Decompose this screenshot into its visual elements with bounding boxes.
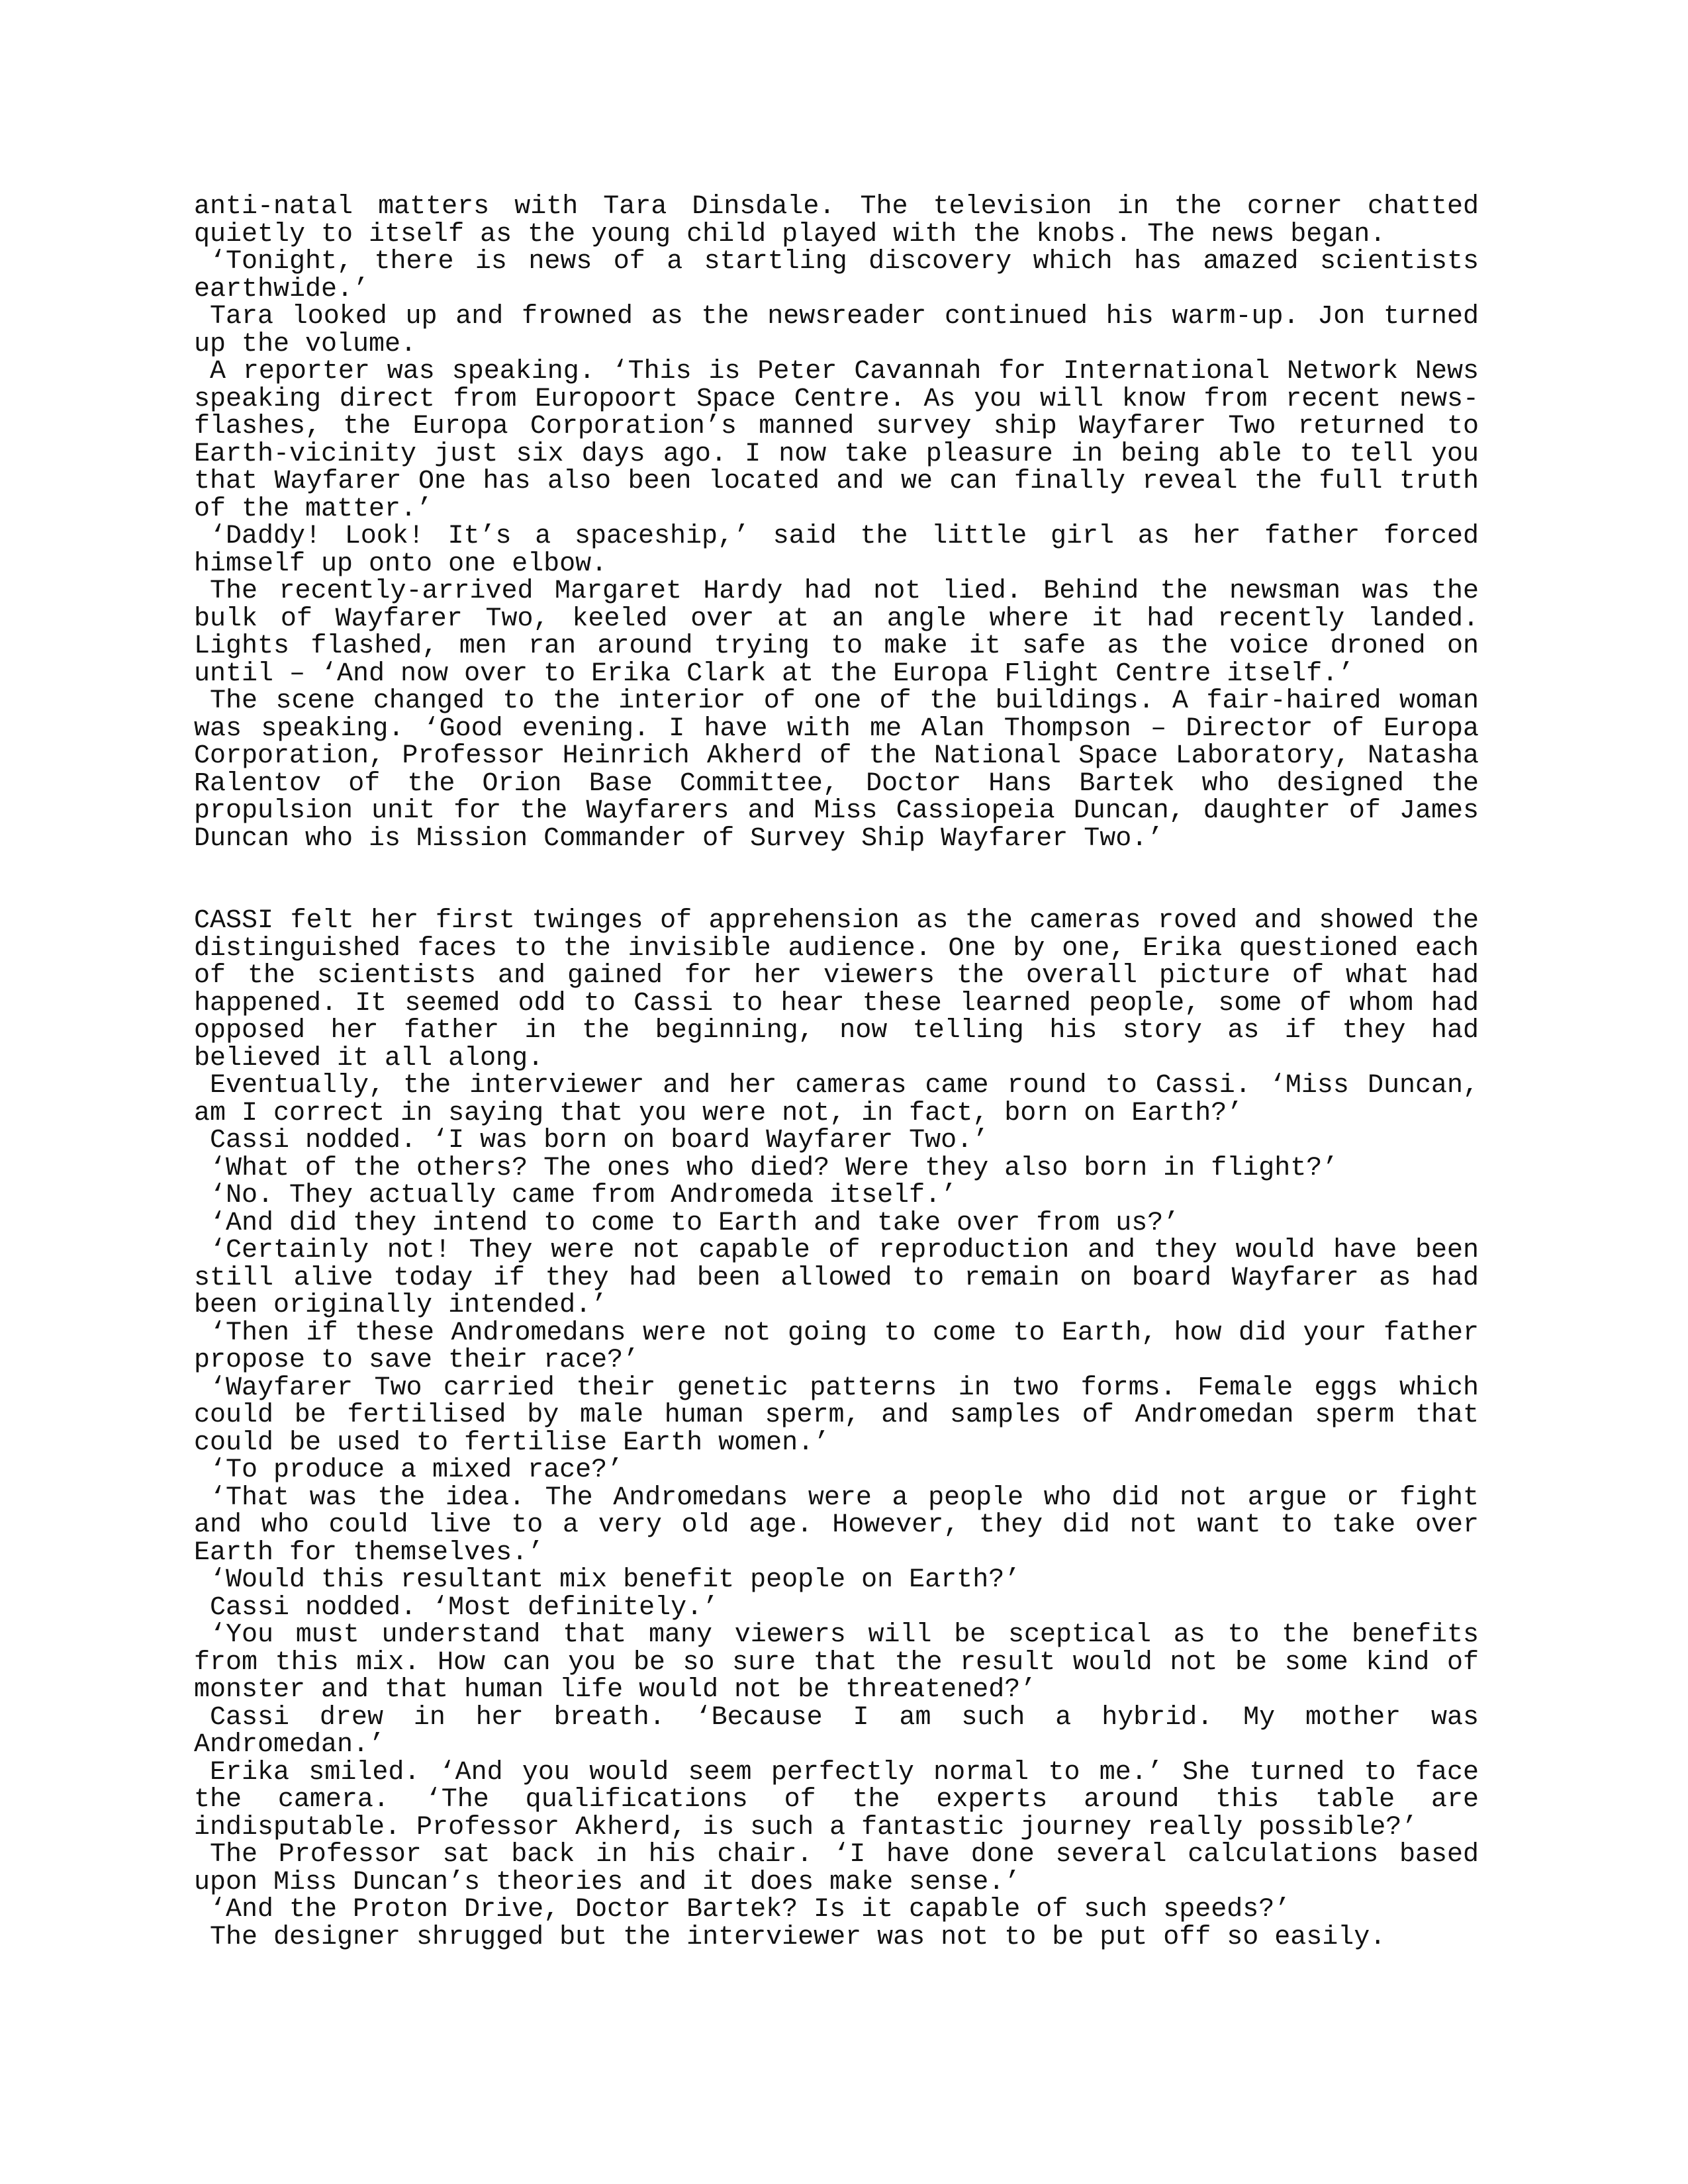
paragraph: Eventually, the interviewer and her cameras came round to Cassi. ‘Miss Duncan, am I correct in saying that you were not, in fact, born on Earth?’: [194, 1071, 1479, 1128]
paragraph: Erika smiled. ‘And you would seem perfectly normal to me.’ She turned to face the camera. ‘The qualifications of the experts around this table are indisputable. Professor Akherd, is such a fantastic journey really possible?’: [194, 1757, 1479, 1843]
paragraph: ‘Wayfarer Two carried their genetic patterns in two forms. Female eggs which could be fertilised by male human sperm, and samples of Andromedan sperm that could be used to fertilise Earth women.’: [194, 1373, 1479, 1458]
paragraph: Cassi nodded. ‘I was born on board Wayfarer Two.’: [210, 1126, 989, 1156]
chapter-opening-paragraph: CASSI felt her first twinges of apprehension as the cameras roved and showed the distinguished faces to the invisible audience. One by one, Erika questioned each of the scientists and gained for her viewers the overall picture of what had happened. It seemed odd to Cassi to hear these learned people, some of whom had opposed her father in the beginning, now telling his story as if they had believed it all along.: [194, 906, 1479, 1073]
paragraph: Tara looked up and frowned as the newsreader continued his warm-up. Jon turned up the volume.: [194, 302, 1479, 359]
paragraph: Cassi drew in her breath. ‘Because I am such a hybrid. My mother was Andromedan.’: [194, 1702, 1479, 1760]
paragraph: ‘And the Proton Drive, Doctor Bartek? Is it capable of such speeds?’: [210, 1895, 1291, 1925]
paragraph: ‘To produce a mixed race?’: [210, 1455, 624, 1485]
paragraph: The designer shrugged but the interviewer was not to be put off so easily.: [210, 1922, 1386, 1952]
paragraph: ‘Certainly not! They were not capable of reproduction and they would have been still alive today if they had been allowed to remain on board Wayfarer as had been originally intended.’: [194, 1236, 1479, 1320]
paragraph: ‘No. They actually came from Andromeda itself.’: [210, 1181, 957, 1210]
paragraph: The Professor sat back in his chair. ‘I have done several calculations based upon Miss Duncan’s theories and it does make sense.’: [194, 1840, 1479, 1897]
paragraph: ‘Tonight, there is news of a startling discovery which has amazed scientists earthwide.’: [194, 247, 1479, 304]
paragraph: ‘What of the others? The ones who died? Were they also born in flight?’: [210, 1153, 1338, 1183]
paragraph: Cassi nodded. ‘Most definitely.’: [210, 1592, 719, 1623]
paragraph: ‘You must understand that many viewers will be sceptical as to the benefits from this mix. How can you be so sure that the result would not be some kind of monster and that human life would not be threatened?’: [194, 1620, 1479, 1705]
paragraph: ‘Then if these Andromedans were not going to come to Earth, how did your father propose to save their race?’: [194, 1318, 1479, 1375]
paragraph: ‘Daddy! Look! It’s a spaceship,’ said the little girl as her father forced himself up onto one elbow.: [194, 522, 1479, 579]
paragraph: ‘And did they intend to come to Earth and take over from us?’: [210, 1208, 1180, 1238]
paragraph: The recently-arrived Margaret Hardy had not lied. Behind the newsman was the bulk of Wayfarer Two, keeled over at an angle where it had recently landed. Lights flashed, men ran around trying to make it safe as the voice droned on until – ‘And now over to Erika Clark at the Europa Flight Centre itself.’: [194, 576, 1479, 689]
paragraph: The scene changed to the interior of one of the buildings. A fair-haired woman was speaking. ‘Good evening. I have with me Alan Thompson – Director of Europa Corporation, Professor Heinrich Akherd of the National Space Laboratory, Natasha Ralentov of the Orion Base Committee, Doctor Hans Bartek who designed the propulsion unit for the Wayfarers and Miss Cassiopeia Duncan, daughter of James Duncan who is Mission Commander of Survey Ship Wayfarer Two.’: [194, 686, 1479, 854]
paragraph: ‘That was the idea. The Andromedans were a people who did not argue or fight and who could live to a very old age. However, they did not want to take over Earth for themselves.’: [194, 1482, 1479, 1568]
paragraph: ‘Would this resultant mix benefit people on Earth?’: [210, 1565, 1021, 1595]
document-page: [194, 193, 1479, 1951]
paragraph: A reporter was speaking. ‘This is Peter Cavannah for International Network News speaking direct from Europoort Space Centre. As you will know from recent news-flashes, the Europa Corporation’s manned survey ship Wayfarer Two returned to Earth-vicinity just six days ago. I now take pleasure in being able to tell you that Wayfarer One has also been located and we can finally reveal the full truth of the matter.’: [194, 357, 1479, 524]
paragraph: anti-natal matters with Tara Dinsdale. The television in the corner chatted quietly to itself as the young child played with the knobs. The news began.: [194, 192, 1479, 250]
section-break: [194, 852, 1479, 907]
